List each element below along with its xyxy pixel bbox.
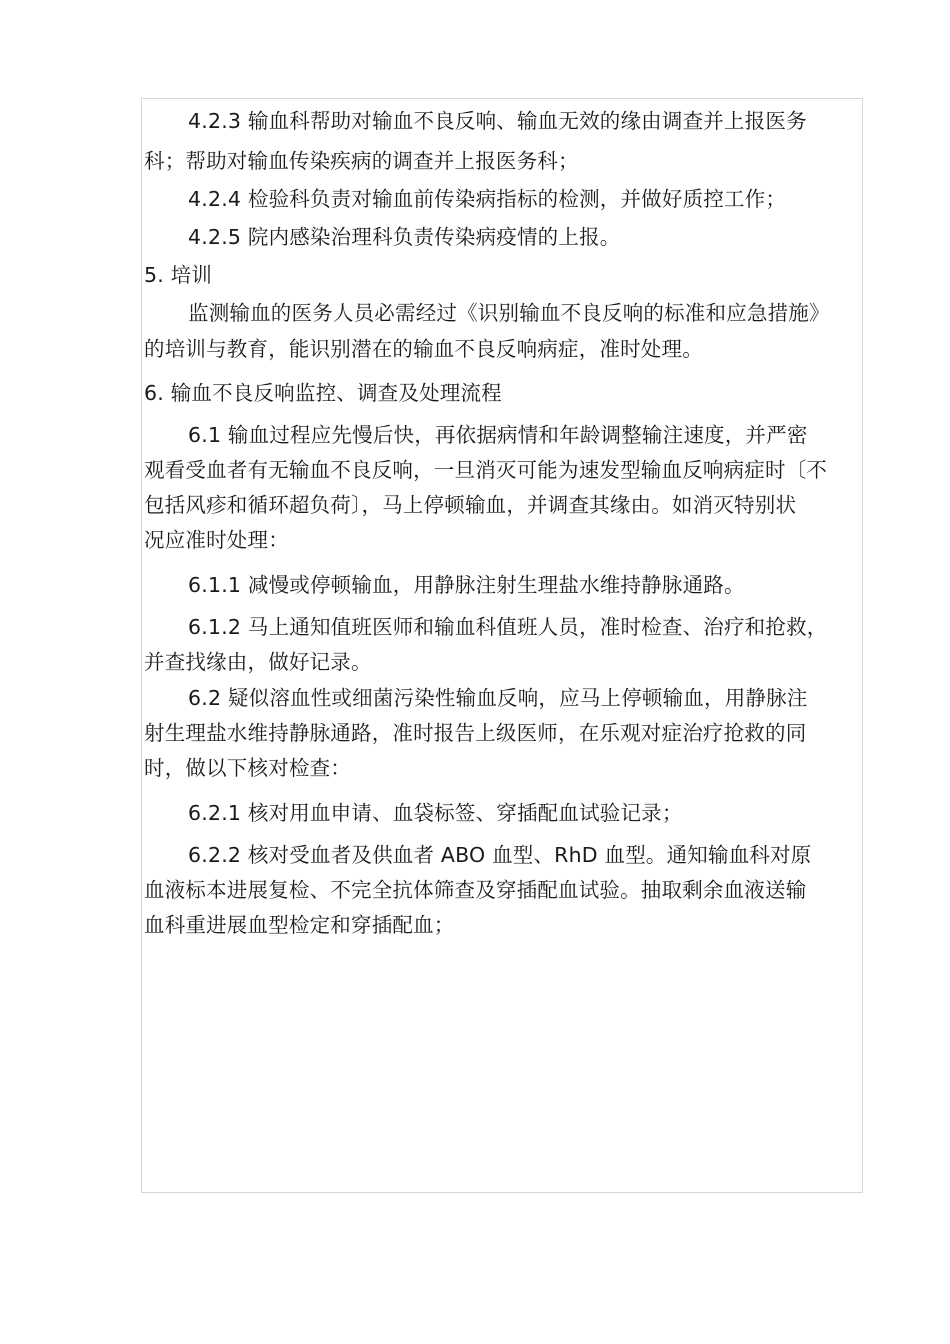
text-line-6-2-c: 时，做以下核对检查： xyxy=(144,756,351,780)
section-heading-5: 5. 培训 xyxy=(144,263,213,287)
text-line-6-1-a: 6.1 输血过程应先慢后快，再依据病情和年龄调整输注速度，并严密 xyxy=(188,423,808,447)
text-line-6-2-1: 6.2.1 核对用血申请、血袋标签、穿插配血试验记录； xyxy=(188,801,683,825)
text-line-6-2-2-b: 血液标本进展复检、不完全抗体筛查及穿插配血试验。抽取剩余血液送输 xyxy=(144,878,807,902)
text-line-6-1-b: 观看受血者有无输血不良反响，一旦消灭可能为速发型输血反响病症时〔不 xyxy=(144,458,828,482)
text-line-6-1-2-a: 6.1.2 马上通知值班医师和输血科值班人员，准时检查、治疗和抢救， xyxy=(188,615,828,639)
text-line-6-1-2-b: 并查找缘由，做好记录。 xyxy=(144,650,372,674)
text-line-training-1: 监测输血的医务人员必需经过《识别输血不良反响的标准和应急措施》 xyxy=(188,301,830,325)
text-line-training-2: 的培训与教育，能识别潜在的输血不良反响病症，准时处理。 xyxy=(144,337,703,361)
text-line-6-2-2-c: 血科重进展血型检定和穿插配血； xyxy=(144,913,455,937)
text-line-6-2-b: 射生理盐水维持静脉通路，准时报告上级医师，在乐观对症治疗抢救的同 xyxy=(144,721,807,745)
text-line-4-2-4: 4.2.4 检验科负责对输血前传染病指标的检测，并做好质控工作； xyxy=(188,187,787,211)
text-line-4-2-3: 4.2.3 输血科帮助对输血不良反响、输血无效的缘由调查并上报医务 xyxy=(188,109,807,133)
text-line-4-2-3-cont: 科；帮助对输血传染疾病的调查并上报医务科； xyxy=(144,149,579,173)
text-line-4-2-5: 4.2.5 院内感染治理科负责传染病疫情的上报。 xyxy=(188,225,621,249)
text-line-6-1-d: 况应准时处理： xyxy=(144,528,289,552)
text-line-6-1-c: 包括风疹和循环超负荷〕，马上停顿输血，并调查其缘由。如消灭特别状 xyxy=(144,493,797,517)
text-line-6-2-2-a: 6.2.2 核对受血者及供血者 ABO 血型、RhD 血型。通知输血科对原 xyxy=(188,843,812,867)
text-line-6-1-1: 6.1.1 减慢或停顿输血，用静脉注射生理盐水维持静脉通路。 xyxy=(188,573,745,597)
section-heading-6: 6. 输血不良反响监控、调查及处理流程 xyxy=(144,381,502,405)
text-line-6-2-a: 6.2 疑似溶血性或细菌污染性输血反响，应马上停顿输血，用静脉注 xyxy=(188,686,808,710)
